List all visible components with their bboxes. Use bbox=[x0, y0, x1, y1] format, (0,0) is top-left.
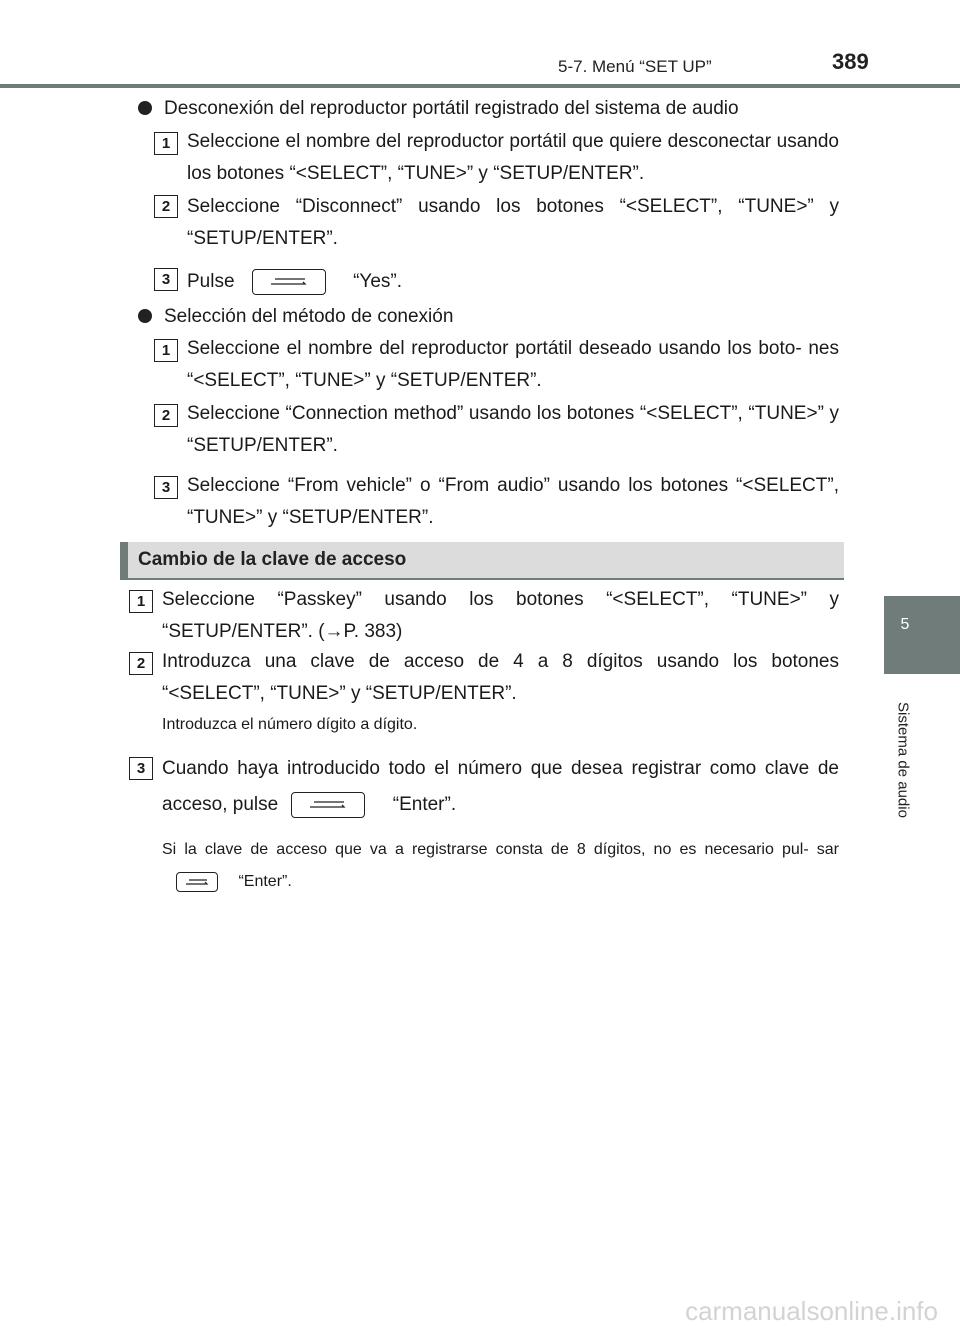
step-number: 3 bbox=[154, 268, 178, 291]
step-number: 1 bbox=[154, 339, 178, 362]
step-number: 1 bbox=[154, 132, 178, 155]
step-number: 2 bbox=[154, 404, 178, 427]
step-number: 3 bbox=[129, 757, 153, 780]
step-note: Si la clave de acceso que va a registrarse consta de 8 dígitos, no es necesario pul- sar “Enter”. bbox=[162, 841, 839, 890]
step-number: 1 bbox=[129, 590, 153, 613]
bullet-heading-connection-method: Selección del método de conexión bbox=[138, 306, 453, 329]
header-rule bbox=[0, 84, 960, 88]
footer-watermark: carmanualsonline.info bbox=[685, 1296, 938, 1326]
soft-key-button-icon bbox=[176, 872, 218, 892]
soft-key-button-icon bbox=[252, 269, 326, 295]
bullet-icon bbox=[138, 309, 152, 323]
page-number: 389 bbox=[832, 49, 869, 74]
chapter-title: Sistema de audio bbox=[894, 702, 912, 818]
chapter-number: 5 bbox=[900, 616, 910, 633]
section-accent bbox=[120, 542, 128, 580]
step-text: Seleccione “Connection method” usando los botones “<SELECT”, “TUNE>” y “SETUP/ENTER”. bbox=[187, 403, 839, 456]
soft-key-button-icon bbox=[291, 792, 365, 818]
step-text: Seleccione “Disconnect” usando los botones “<SELECT”, “TUNE>” y “SETUP/ENTER”. bbox=[187, 196, 839, 249]
bullet-icon bbox=[138, 101, 152, 115]
step-text: Introduzca una clave de acceso de 4 a 8 dígitos usando los botones “<SELECT”, “TUNE>” y “SETUP/ENTER”. bbox=[162, 651, 839, 704]
step-text: Seleccione “From vehicle” o “From audio” usando los botones “<SELECT”, “TUNE>” y “SETUP/ENTER”. bbox=[187, 475, 839, 528]
step-text: Seleccione el nombre del reproductor portátil deseado usando los boto- nes “<SELECT”, “TUNE>” y “SETUP/ENTER”. bbox=[187, 338, 839, 391]
header-section-title: 5-7. Menú “SET UP” bbox=[558, 57, 712, 76]
step-number: 2 bbox=[154, 195, 178, 218]
chapter-tab bbox=[884, 596, 960, 674]
step-text: Pulse “Yes”. bbox=[187, 266, 839, 298]
step-note: Introduzca el número dígito a dígito. bbox=[162, 716, 418, 733]
step-number: 3 bbox=[154, 476, 178, 499]
step-text: Seleccione el nombre del reproductor portátil que quiere desconectar usando los botones “<SELECT”, “TUNE>” y “SETUP/ENTER”. bbox=[187, 131, 839, 184]
step-number: 2 bbox=[129, 652, 153, 675]
step-text: Cuando haya introducido todo el número que desea registrar como clave de acceso, pulse “Enter”. bbox=[162, 751, 839, 823]
section-title: Cambio de la clave de acceso bbox=[138, 549, 407, 570]
step-text: Seleccione “Passkey” usando los botones “<SELECT”, “TUNE>” y “SETUP/ENTER”. (→P. 383) bbox=[162, 589, 839, 642]
bullet-heading-disconnect: Desconexión del reproductor portátil registrado del sistema de audio bbox=[138, 98, 739, 121]
